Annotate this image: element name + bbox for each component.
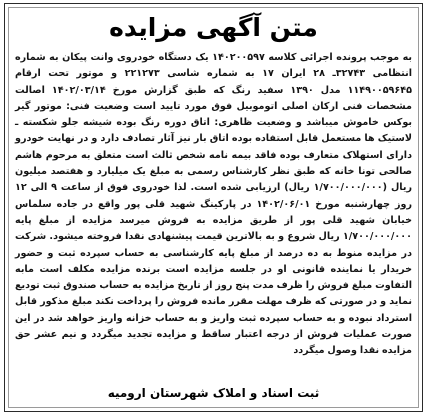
notice-signature: ثبت اسناد و املاک شهرستان ارومیه xyxy=(107,386,320,400)
notice-title: متن آگهی مزایده xyxy=(109,13,318,42)
notice-frame xyxy=(4,3,423,412)
notice-body: به موجب پرونده اجرائی کلاسه ۱۴۰۲۰۰۵۹۷ یک دستگاه خودروی وانت پیکان به شماره انتظامی ۳۲۷۴۳ـ ۲۸ ایران ۱۷ به شماره شاسی ۲۲۱۲۷۳ و موتور تحت ارقام ۱۱۴۹۰۰۵۹۶۴۵ مدل ۱۳۹۰ سفید رنگ که طبق گزارش مورخ ۱۴۰۲/۰۳/۱۴ اصالت مشخصات فنی ارکان اصلی اتوموبیل فوق مورد تایید است وضعیت فنی: موتور گیر بوکس خاموش میباشد و وضعیت ظاهری: اتاق دوره رنگ بوده شیشه جلو شکسته ـ لاستیک ها مستعمل قابل استفاده بوده اتاق بار نیز آثار تصادف دارد و در نهایت خودرو دارای استهلاک متعارف بوده فاقد بیمه نامه شخص ثالث است متعلق به مرحوم هاشم صالحی تونا خانه که طبق نظر کارشناس رسمی به مبلغ یک میلیارد و هفتصد میلیون ریال (۱/۷۰۰/۰۰۰/۰۰۰ ریال) ارزیابی شده است. لذا خودروی فوق از ساعت ۹ الی ۱۲ روز چهارشنبه مورخ ۱۴۰۲/۰۶/۰۱ در پارکینگ شهید قلی پور واقع در جاده سلماس خیابان شهید قلی پور از طریق مزایده به فروش میرسد مزایده از مبلغ پایه ۱/۷۰۰/۰۰۰/۰۰۰ ریال شروع و به بالاترین قیمت پیشنهادی نقدا فروخته میشود. شرکت در مزایده منوط به ده درصد از مبلغ پایه کارشناسی به حساب سپرده ثبت و حضور خریدار یا نماینده قانونی او در جلسه مزایده است برنده مزایده مکلف است مابه التفاوت مبلغ فروش را ظرف مدت پنج روز از تاریخ مزایده به حساب صندوق ثبت تودیع نماید و در صورتی که ظرف مهلت مقرر مانده فروش را پرداخت نکند مبلغ مذکور قابل استرداد نبوده و به حساب سپرده ثبت واریز و به حساب خزانه واریز خواهد شد در این صورت عملیات فروش از درجه اعتبار ساقط و مزایده تجدید میگردد و نیم عشر حق مزایده نقدا وصول میگردد xyxy=(15,52,413,357)
